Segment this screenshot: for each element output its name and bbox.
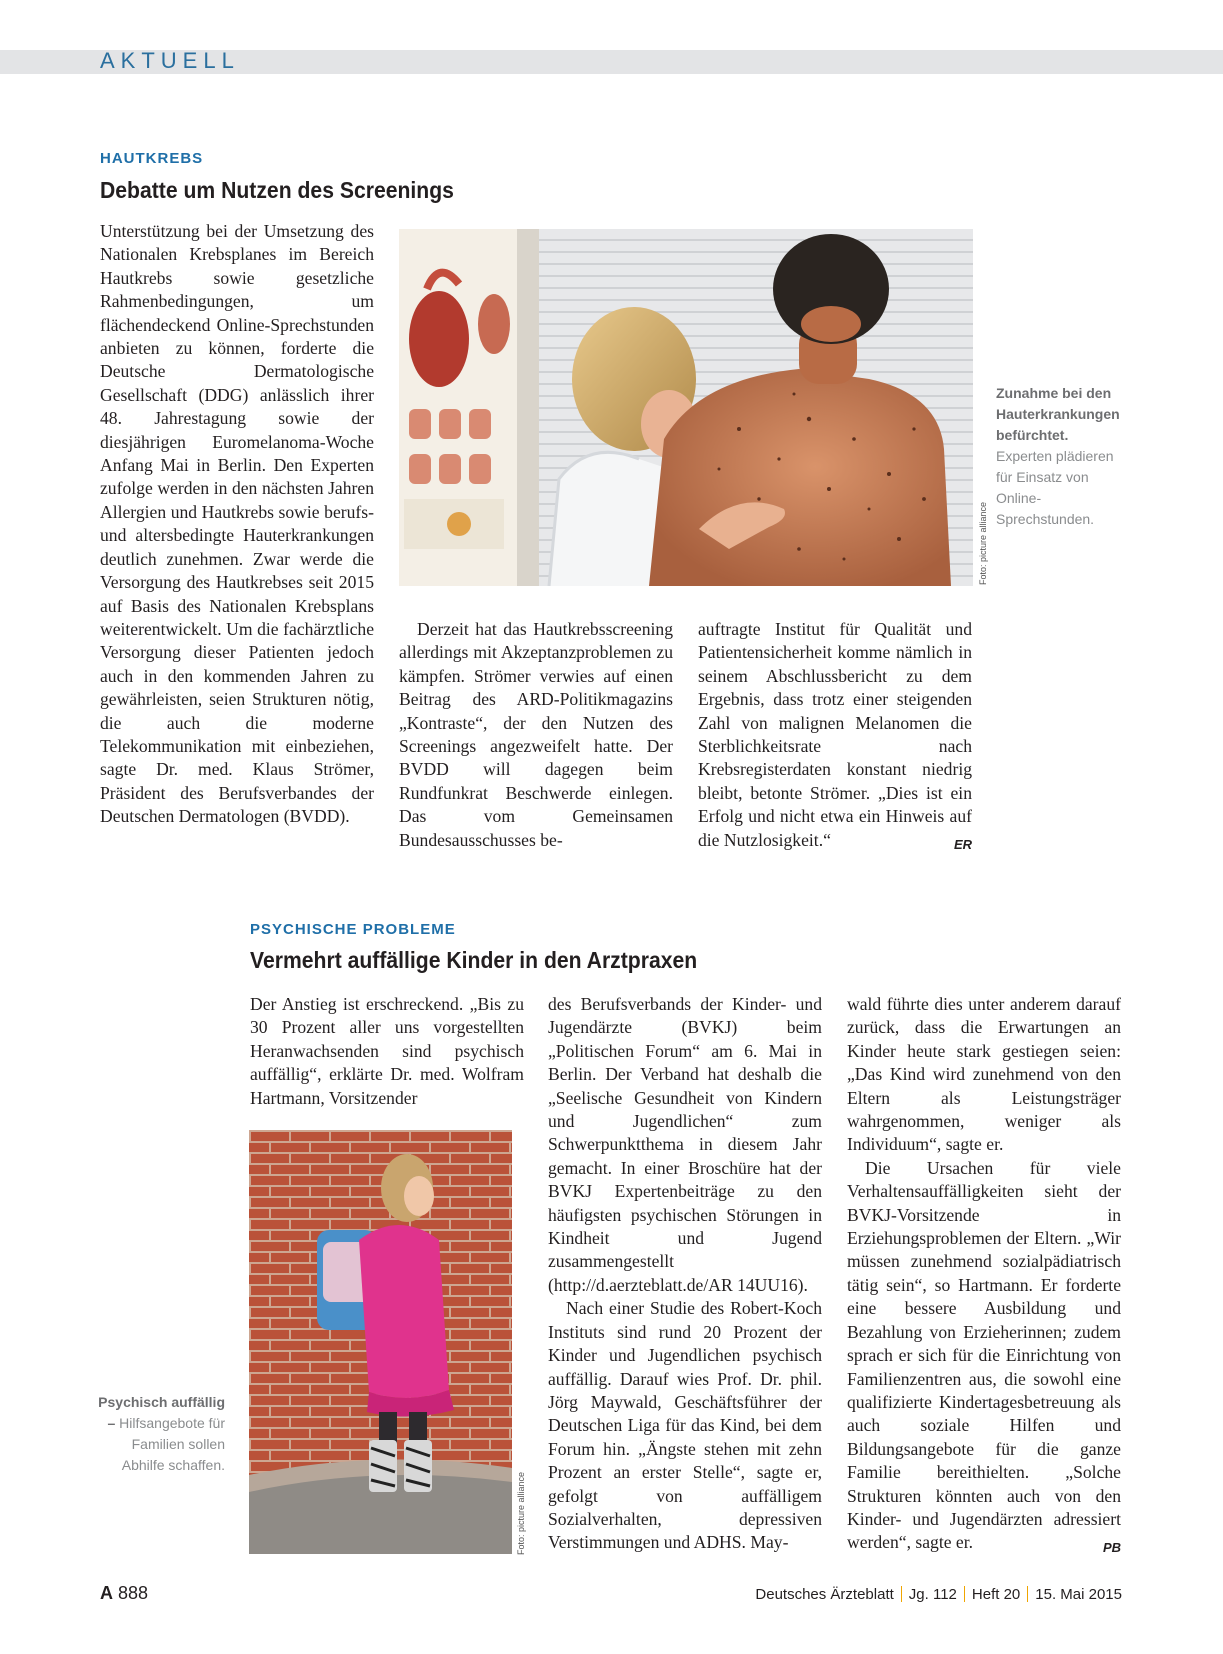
article1-paragraph: Derzeit hat das Hautkrebsscreening allerdings mit Akzeptanzproblemen zu kämpfen. Strömer verwies auf einen Beitrag des ARD-Politikmagazins „Kontraste“, der den Nutzen des Screenings angezweifelt hatte. Der BVDD will dagegen beim Rundfunkrat Beschwerde einlegen. Das vom Gemeinsamen Bundesausschusses be- — [399, 619, 673, 850]
article1-paragraph: auftragte Institut für Qualität und Patientensicherheit komme nämlich in seinem Abschlussbericht zu dem Ergebnis, dass trotz einer steigenden Zahl von malignen Melanomen die Sterblichkeitsrate nach Krebsregisterdaten konstant niedrig bleibt, betonte Strömer. „Dies ist ein Erfolg und nicht etwa ein Hinweis auf die Nutzlosigkeit.“ — [698, 619, 972, 850]
article2-signature: PB — [1102, 1539, 1121, 1555]
article1-photo-credit: Foto: picture alliance — [978, 501, 988, 585]
journal-date: 15. Mai 2015 — [1035, 1586, 1122, 1603]
article1-headline: Debatte um Nutzen des Screenings — [100, 177, 454, 203]
article2-caption-bold: Psychisch auffällig – — [98, 1394, 225, 1431]
article1-kicker: HAUTKREBS — [100, 150, 204, 167]
page-number-value: 888 — [118, 1583, 149, 1603]
article1-caption — [996, 383, 1126, 530]
article1-column-3 — [698, 618, 972, 856]
journal-name: Deutsches Ärzteblatt — [755, 1586, 894, 1603]
article2-column-3 — [847, 993, 1121, 1559]
footer-separator — [964, 1586, 965, 1602]
journal-volume: Jg. 112 — [908, 1586, 957, 1603]
article2-column-1 — [250, 993, 524, 1110]
article2-paragraph: des Berufsverbands der Kinder- und Jugendärzte (BVKJ) beim „Politischen Forum“ am 6. Mai in Berlin. Der Verband hat deshalb die „Seelische Gesundheit von Kindern und Jugendlichen“ zum Schwerpunktthema in diesem Jahr gemacht. In einer Broschüre hat der BVKJ Expertenbeiträge zu den häufigsten psychischen Störungen in Kindheit und Jugend zusammengestellt (http://d.aerzteblatt.de/AR 14UU16). — [548, 994, 822, 1295]
article2-paragraph: wald führte dies unter anderem darauf zurück, dass die Erwartungen an Kinder heute stark gestiegen seien: „Das Kind wird zunehmend von den Eltern als Leistungsträger wahrgenommen, weniger als Individuum“, sagte er. — [847, 994, 1121, 1155]
article1-column-1 — [100, 220, 374, 829]
article2-caption — [95, 1392, 225, 1476]
child-photo — [249, 1130, 512, 1554]
article2-paragraph: Die Ursachen für viele Verhaltensauffälligkeiten sieht der BVKJ-Vorsitzende in Erziehungsproblemen der Eltern. „Wir müssen zunehmend sozialpädiatrisch tätig sein“, so Hartmann. Er forderte eine bessere Ausbildung und Bezahlung von Erzieherinnen; zudem sprach er sich für die Einrichtung von Familienzentren aus, die sowohl eine qualifizierte Kindertagesbetreuung als auch soziale Hilfen und Bildungsangebote für die ganze Familie bereithielten. „Solche Strukturen könnten auch von den Kinder- und Jugendärzten adressiert werden“, sagte er. — [847, 1157, 1121, 1553]
journal-info — [755, 1586, 1122, 1603]
skin-exam-illustration — [399, 229, 973, 586]
footer-separator — [901, 1586, 902, 1602]
article1-paragraph: Unterstützung bei der Umsetzung des Nationalen Krebsplanes im Bereich Hautkrebs sowie gesetzliche Rahmenbedingungen, um flächendeckend Online-Sprechstunden anbieten zu können, forderte die Deutsche Dermatologische Gesellschaft (DDG) anlässlich ihrer 48. Jahrestagung sowie der diesjährigen Euromelanoma-Woche Anfang Mai in Berlin. Den Experten zufolge werden in den nächsten Jahren Allergien und Hautkrebs sowie berufs- und altersbedingte Hauterkrankungen deutlich zunehmen. Zwar werde die Versorgung des Hautkrebses seit 2015 auf Basis des Nationalen Krebsplans weiterentwickelt. Um die fachärztliche Versorgung dieser Patienten jedoch auch in den kommenden Jahren zu gewährleisten, seien Strukturen nötig, die auch die moderne Telekommunikation mit einbeziehen, sagte Dr. med. Klaus Strömer, Präsident des Berufsverbandes der Deutschen Dermatologen (BVDD). — [100, 221, 374, 827]
article2-photo-credit: Foto: picture alliance — [516, 1471, 526, 1555]
page-number — [100, 1583, 148, 1604]
page-prefix: A — [100, 1583, 113, 1603]
article2-paragraph: Der Anstieg ist erschreckend. „Bis zu 30 Prozent aller uns vorgestellten Heranwachsenden sind psychisch auffällig“, erklärte Dr. med. Wolfram Hartmann, Vorsitzender — [250, 994, 524, 1108]
footer-separator — [1027, 1586, 1028, 1602]
article2-paragraph: Nach einer Studie des Robert-Koch Instituts sind rund 20 Prozent der Kinder und Jugendlichen psychisch auffällig. Darauf wies Prof. Dr. phil. Jörg Maywald, Geschäftsführer der Deutschen Liga für das Kind, bei dem Forum hin. „Ängste stehen mit zehn Prozent an erster Stelle“, sagte er, gefolgt von auffälligem Sozialverhalten, depressiven Verstimmungen und ADHS. May- — [548, 1298, 822, 1553]
article2-column-2 — [548, 993, 822, 1555]
child-illustration — [249, 1130, 512, 1554]
section-label: AKTUELL — [100, 48, 240, 73]
article1-column-2 — [399, 618, 673, 852]
article2-caption-text: Hilfsangebote für Familien sollen Abhilfe schaffen. — [119, 1415, 225, 1473]
article2-kicker: PSYCHISCHE PROBLEME — [250, 921, 456, 938]
skin-exam-photo — [399, 229, 973, 586]
article1-signature: ER — [953, 837, 972, 853]
article1-caption-bold: Zunahme bei den Hauterkrankungen befürchtet. — [996, 385, 1120, 443]
journal-issue: Heft 20 — [971, 1586, 1021, 1603]
article2-headline: Vermehrt auffällige Kinder in den Arztpraxen — [250, 947, 698, 973]
article1-caption-text: Experten plädieren für Einsatz von Online-Sprechstunden. — [996, 448, 1114, 527]
